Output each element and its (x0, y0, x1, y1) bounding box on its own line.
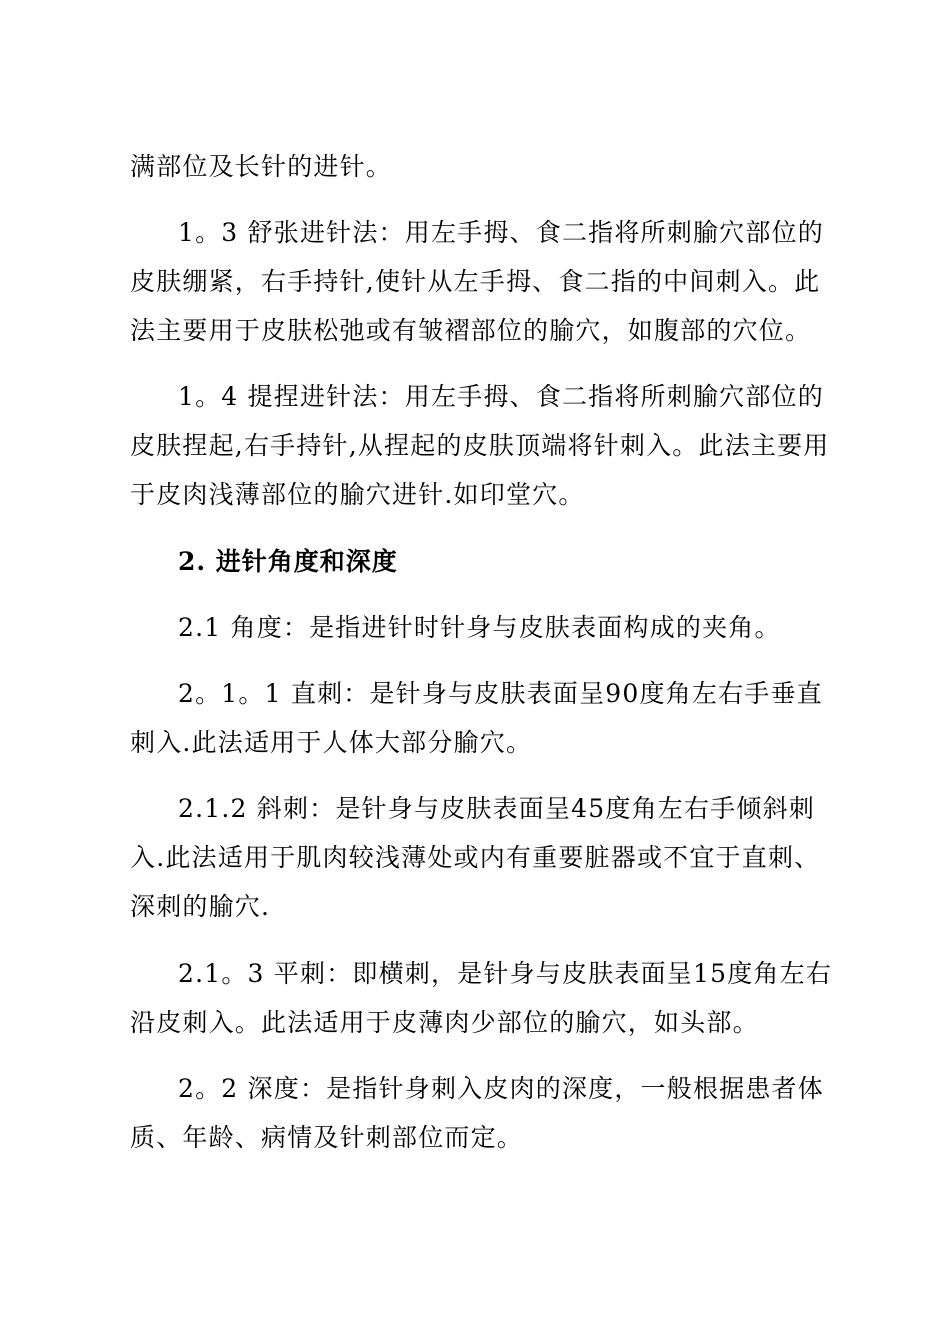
section-2-heading: 2. 进针角度和深度 (178, 547, 398, 576)
section-2-1-3-line-1: 2.1。3 平刺：即横刺，是针身与皮肤表面呈15度角左右 (178, 959, 833, 988)
section-1-3-line-2: 皮肤绷紧，右手持针,使针从左手拇、食二指的中间刺入。此 (130, 267, 821, 296)
section-2-1-1-line-1: 2。1。1 直刺：是针身与皮肤表面呈90度角左右手垂直 (178, 679, 823, 708)
section-2-2-line-2: 质、年龄、病情及针刺部位而定。 (130, 1123, 524, 1152)
section-1-3-line-3: 法主要用于皮肤松弛或有皱褶部位的腧穴，如腹部的穴位。 (130, 316, 812, 345)
section-2-1-2-line-3: 深刺的腧穴. (130, 892, 271, 921)
section-1-4-line-3: 于皮肉浅薄部位的腧穴进针.如印堂穴。 (130, 480, 585, 509)
section-2-1-3-line-2: 沿皮刺入。此法适用于皮薄肉少部位的腧穴，如头部。 (130, 1008, 759, 1037)
section-2-1-2-line-1: 2.1.2 斜刺：是针身与皮肤表面呈45度角左右手倾斜刺 (178, 794, 815, 823)
section-1-4-line-1: 1。4 提捏进针法：用左手拇、食二指将所刺腧穴部位的 (178, 382, 824, 411)
section-1-4-line-2: 皮肤捏起,右手持针,从捏起的皮肤顶端将针刺入。此法主要用 (130, 431, 830, 460)
section-2-1-line-1: 2.1 角度：是指进针时针身与皮肤表面构成的夹角。 (178, 613, 781, 642)
section-1-3-line-1: 1。3 舒张进针法：用左手拇、食二指将所刺腧穴部位的 (178, 218, 824, 247)
section-2-1-1-line-2: 刺入.此法适用于人体大部分腧穴。 (130, 728, 533, 757)
section-2-2-line-1: 2。2 深度：是指针身刺入皮肉的深度，一般根据患者体 (178, 1074, 824, 1103)
section-2-1-2-line-2: 入.此法适用于肌肉较浅薄处或内有重要脏器或不宜于直刺、 (130, 843, 821, 872)
paragraph-continuation-line: 满部位及长针的进针。 (130, 152, 393, 181)
